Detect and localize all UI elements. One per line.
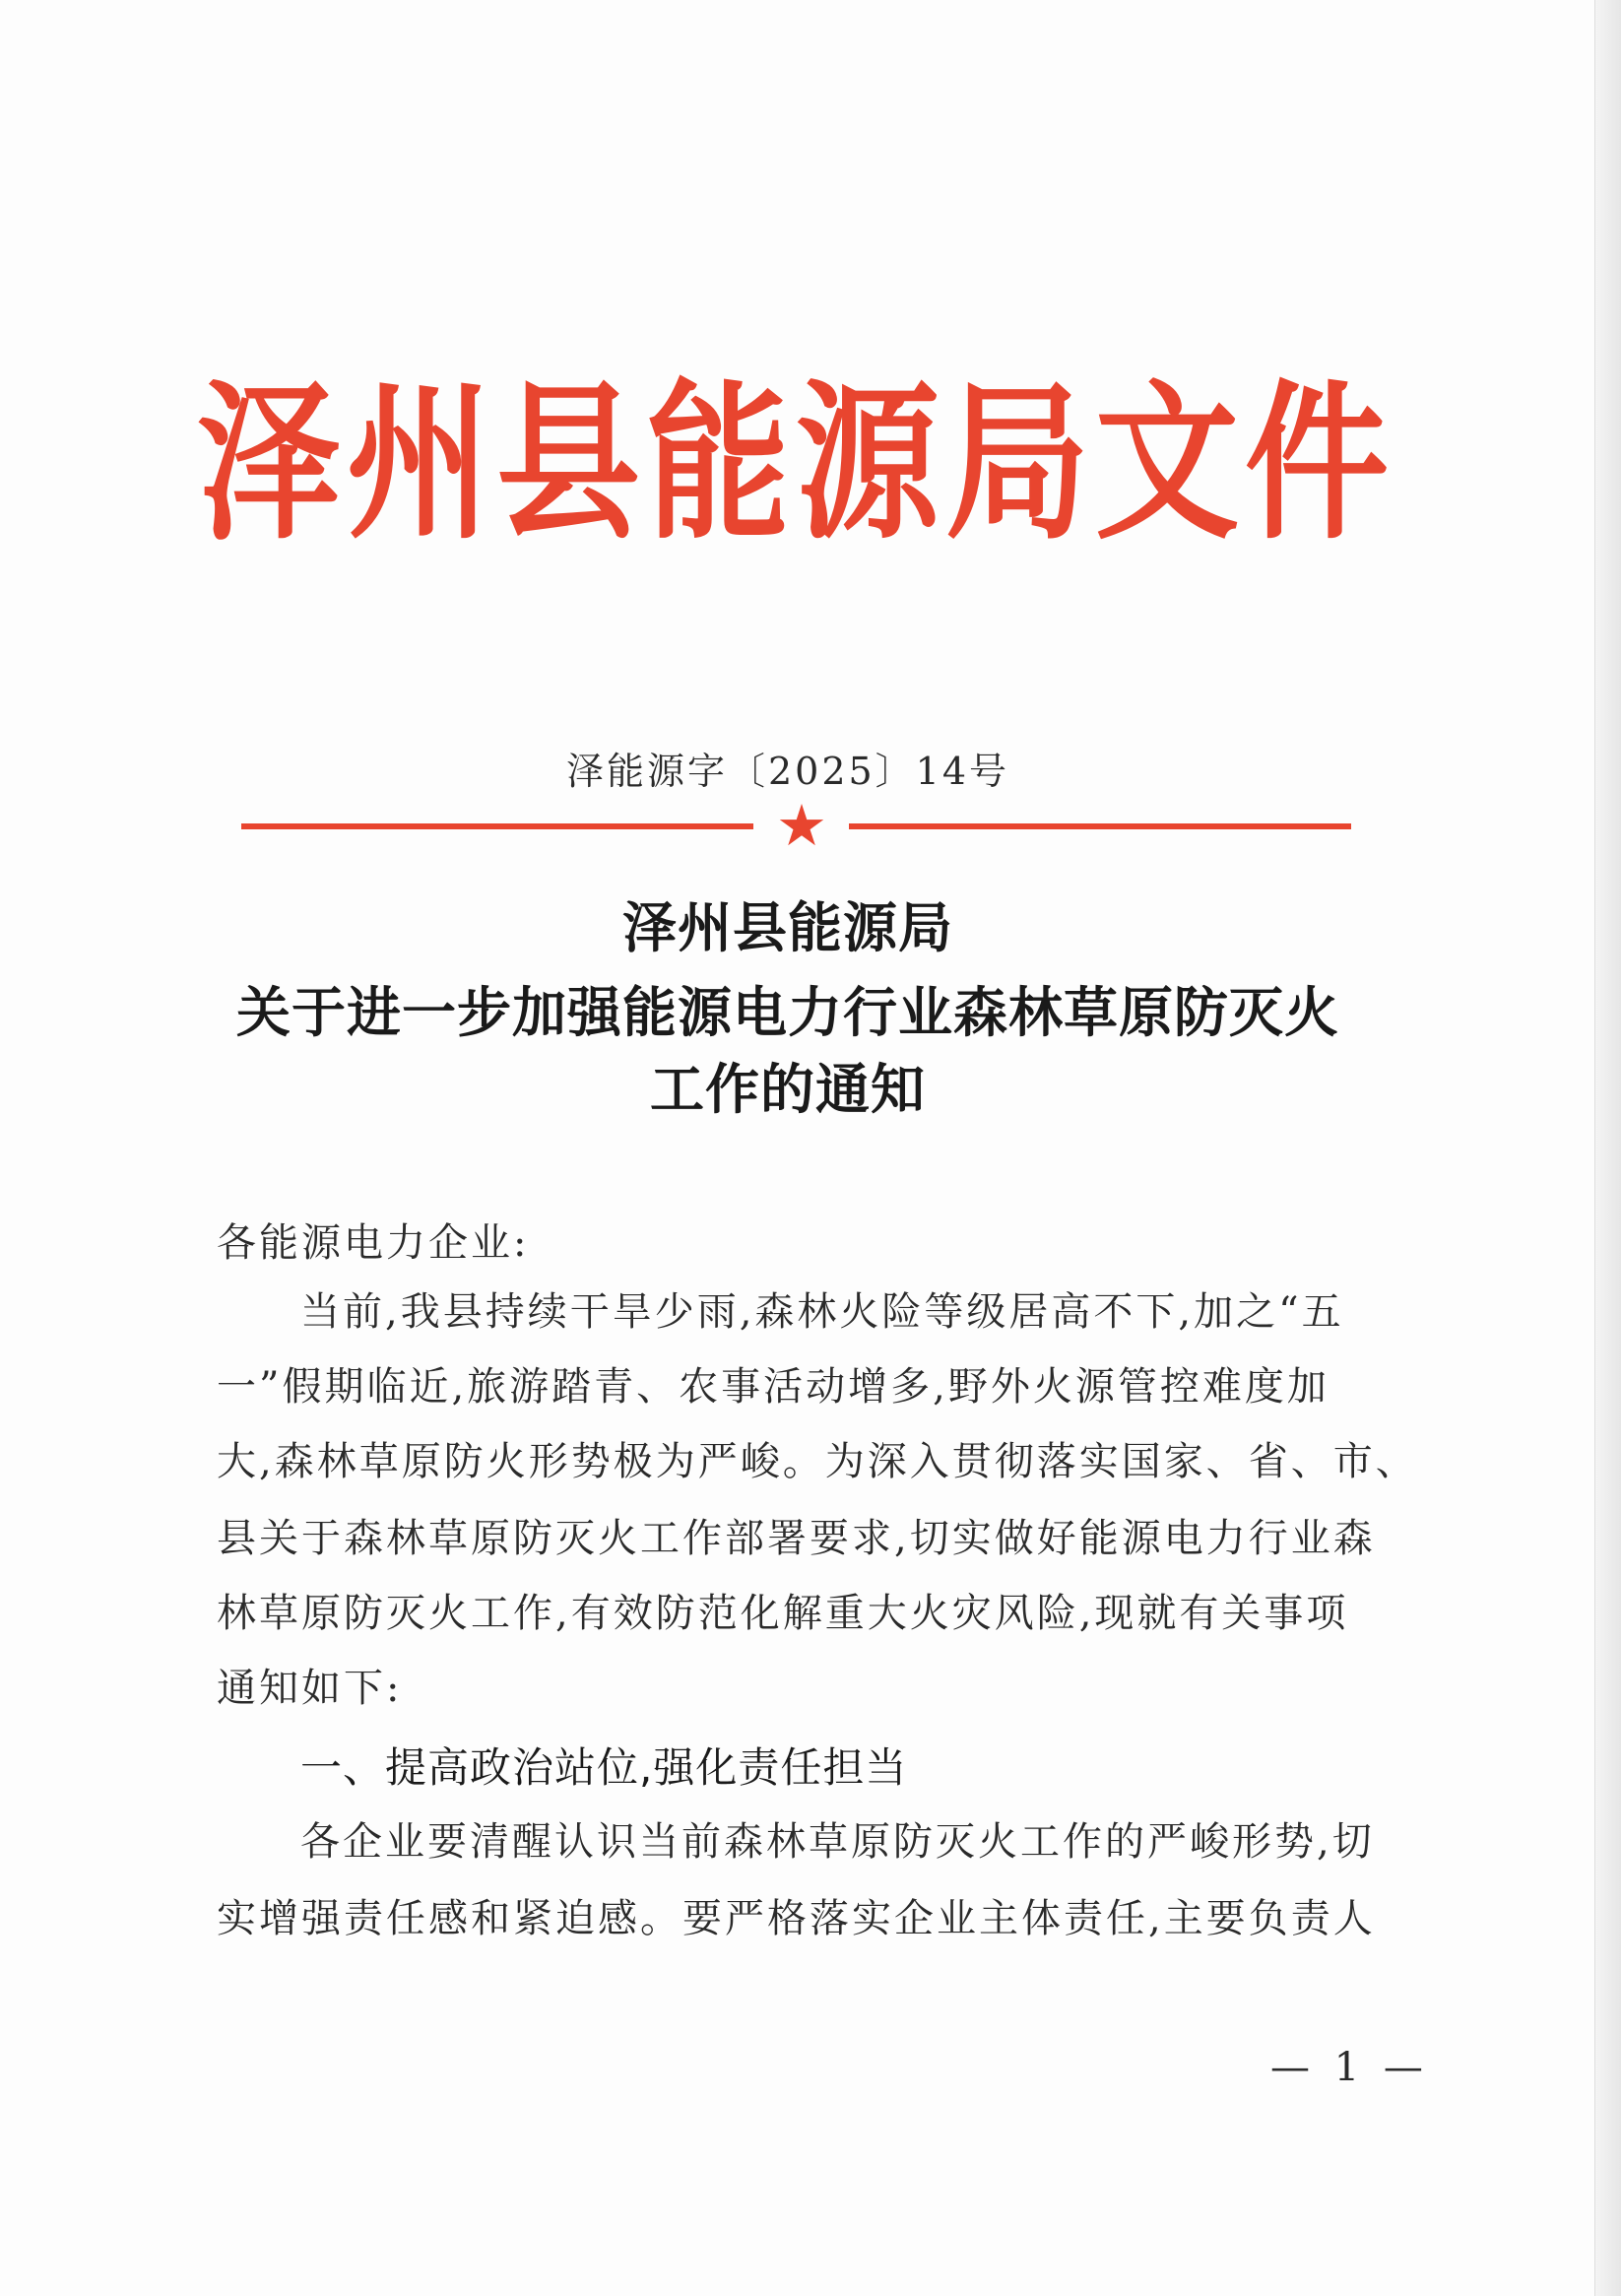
paragraph-1-line-1: 当前,我县持续干旱少雨,森林火险等级居高不下,加之“五 bbox=[300, 1289, 1344, 1335]
section-1-line-2: 实增强责任感和紧迫感。要严格落实企业主体责任,主要负责人 bbox=[217, 1896, 1376, 1941]
paragraph-1-line-5: 林草原防灭火工作,有效防范化解重大火灾风险,现就有关事项 bbox=[217, 1591, 1349, 1636]
title-line-3: 工作的通知 bbox=[649, 1058, 926, 1121]
title-line-2: 关于进一步加强能源电力行业森林草原防灭火 bbox=[235, 981, 1339, 1044]
paragraph-1-line-4: 县关于森林草原防灭火工作部署要求,切实做好能源电力行业森 bbox=[217, 1516, 1376, 1561]
red-star-icon: ★ bbox=[776, 792, 827, 859]
salutation: 各能源电力企业: bbox=[217, 1220, 530, 1266]
red-separator-right bbox=[849, 823, 1351, 829]
paragraph-1-line-6: 通知如下: bbox=[217, 1666, 403, 1711]
scan-edge bbox=[1594, 0, 1621, 2296]
document-number: 泽能源字〔2025〕14号 bbox=[565, 750, 1010, 793]
paragraph-1-line-2: 一”假期临近,旅游踏青、农事活动增多,野外火源管控难度加 bbox=[217, 1364, 1329, 1410]
red-separator-left bbox=[241, 823, 753, 829]
section-1-heading: 一、提高政治站位,强化责任担当 bbox=[300, 1743, 908, 1792]
red-masthead: 泽州县能源局文件 bbox=[197, 363, 1394, 563]
section-1-line-1: 各企业要清醒认识当前森林草原防灭火工作的严峻形势,切 bbox=[300, 1819, 1375, 1865]
title-line-1: 泽州县能源局 bbox=[621, 896, 953, 959]
page-number: — 1 — bbox=[1270, 2045, 1429, 2090]
paragraph-1-line-3: 大,森林草原防火形势极为严峻。为深入贯彻落实国家、省、市、 bbox=[217, 1439, 1418, 1484]
